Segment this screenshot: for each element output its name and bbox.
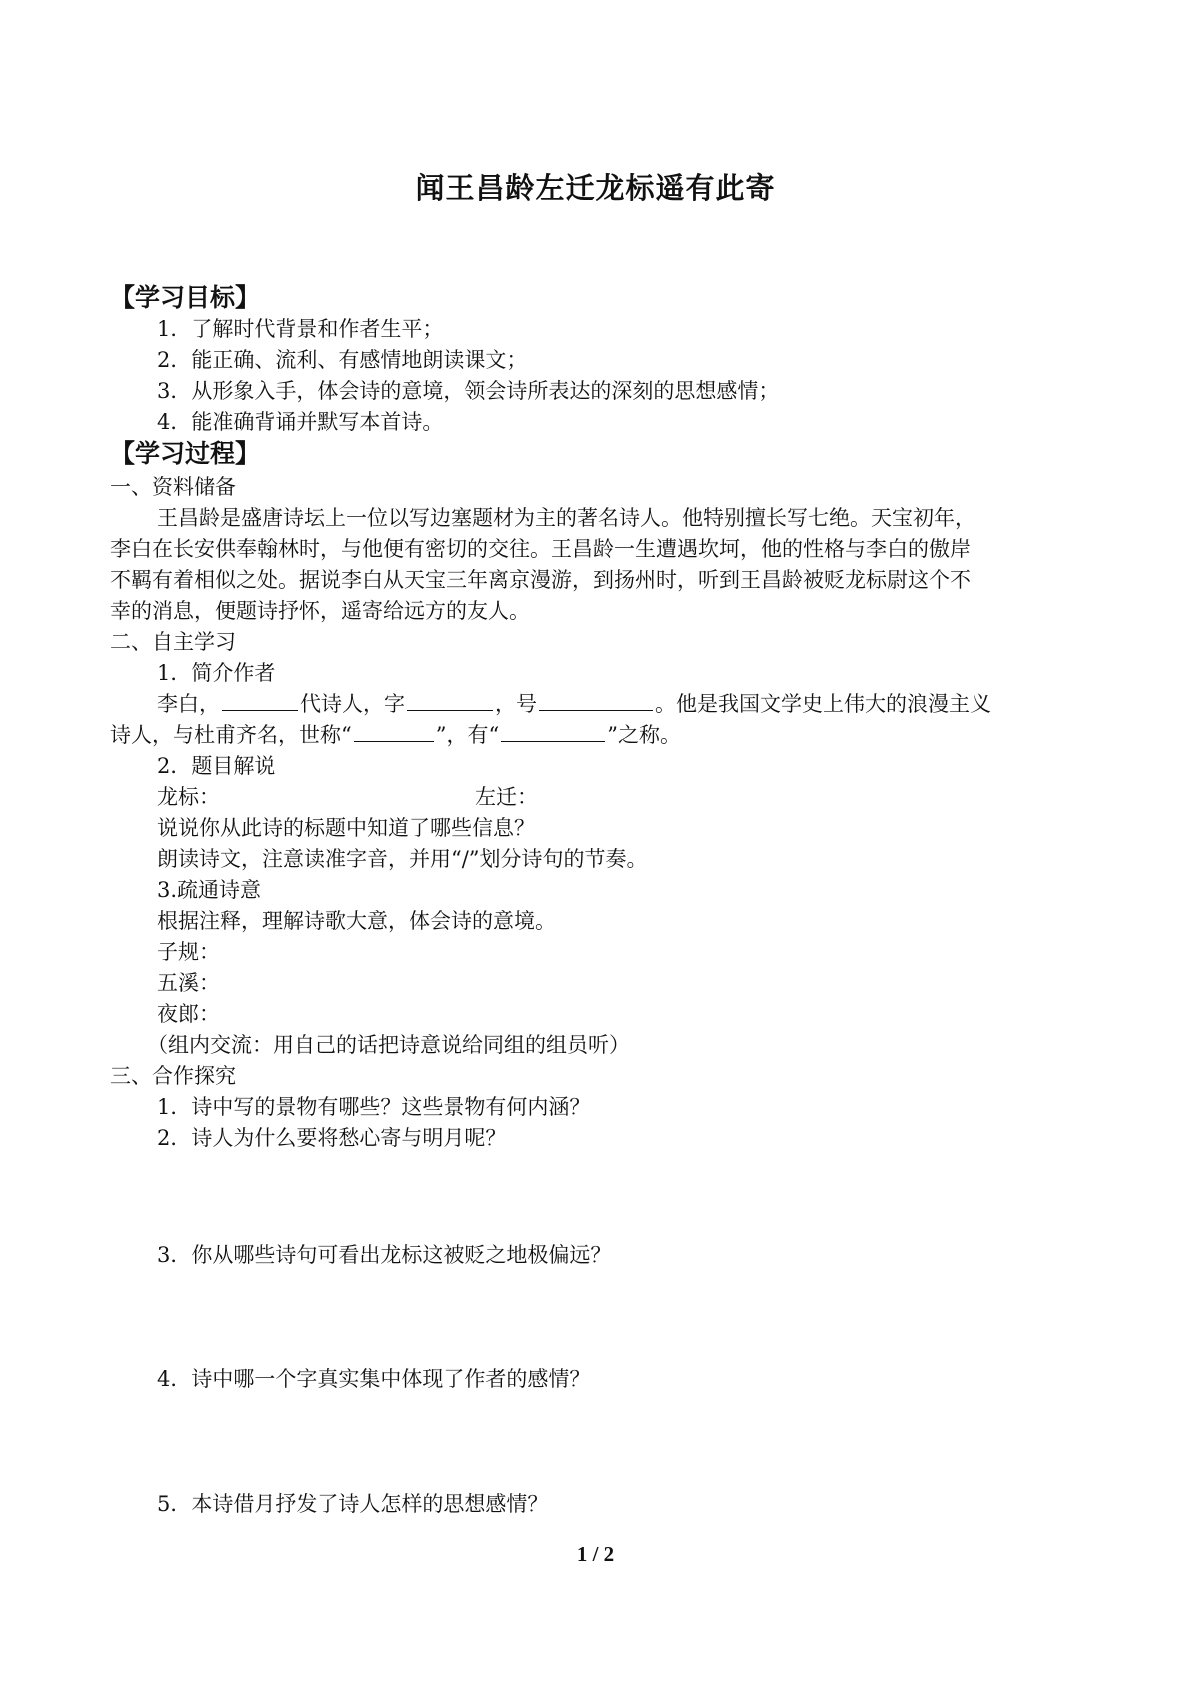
fill-blank-epithet[interactable] <box>501 721 605 742</box>
paragraph-line: 王昌龄是盛唐诗坛上一位以写边塞题材为主的著名诗人。他特别擅长写七绝。天宝初年， <box>157 506 976 530</box>
text-fragment: 代诗人，字 <box>300 692 405 716</box>
subsection-title: 2．题目解说 <box>157 754 276 778</box>
group-note: （组内交流：用自己的话把诗意说给同组的组员听） <box>147 1033 630 1057</box>
subsection-title: 3.疏通诗意 <box>157 878 262 902</box>
question-item: 1．诗中写的景物有哪些？这些景物有何内涵？ <box>157 1095 591 1119</box>
fill-blank-courtesy-name[interactable] <box>407 690 493 711</box>
text-fragment: ，号 <box>495 692 537 716</box>
fill-blank-dynasty[interactable] <box>222 690 298 711</box>
question-item: 2．诗人为什么要将愁心寄与明月呢？ <box>157 1126 507 1150</box>
question-item: 4．诗中哪一个字真实集中体现了作者的感情？ <box>157 1367 591 1391</box>
section-title: 三、合作探究 <box>110 1064 236 1088</box>
term-zuoqian: 左迁： <box>475 785 538 809</box>
goals-heading: 【学习目标】 <box>110 283 261 312</box>
process-heading: 【学习过程】 <box>110 439 261 468</box>
author-fill-line-1 <box>157 689 991 720</box>
text-fragment: 李白， <box>157 692 220 716</box>
fill-blank-title[interactable] <box>354 721 434 742</box>
goal-item: 4．能准确背诵并默写本首诗。 <box>157 410 444 434</box>
term-longbiao: 龙标： <box>157 785 220 809</box>
text-fragment: 。他是我国文学史上伟大的浪漫主义 <box>655 692 991 716</box>
question-text: 根据注释，理解诗歌大意，体会诗的意境。 <box>157 909 556 933</box>
text-fragment: 诗人，与杜甫齐名，世称“ <box>110 723 352 747</box>
goal-item: 3．从形象入手，体会诗的意境，领会诗所表达的深刻的思想感情； <box>157 379 780 403</box>
goal-item: 2．能正确、流利、有感情地朗读课文； <box>157 348 528 372</box>
section-title: 二、自主学习 <box>110 630 236 654</box>
question-item: 5．本诗借月抒发了诗人怎样的思想感情？ <box>157 1492 549 1516</box>
term-yelang: 夜郎： <box>157 1002 220 1026</box>
section-title: 一、资料储备 <box>110 475 236 499</box>
term-wuxi: 五溪： <box>157 971 220 995</box>
term-zigui: 子规： <box>157 940 220 964</box>
paragraph-line: 幸的消息，便题诗抒怀，遥寄给远方的友人。 <box>110 599 530 623</box>
paragraph-line: 不羁有着相似之处。据说李白从天宝三年离京漫游，到扬州时，听到王昌龄被贬龙标尉这个不 <box>110 568 971 592</box>
goal-item: 1．了解时代背景和作者生平； <box>157 317 444 341</box>
text-fragment: ”，有“ <box>435 723 500 747</box>
page-title: 闻王昌龄左迁龙标遥有此寄 <box>415 171 776 205</box>
paragraph-line: 李白在长安供奉翰林时，与他便有密切的交往。王昌龄一生遭遇坎坷，他的性格与李白的傲岸 <box>110 537 971 561</box>
author-fill-line-2 <box>110 720 681 751</box>
question-text: 朗读诗文，注意读准字音，并用“/”划分诗句的节奏。 <box>157 847 648 871</box>
text-fragment: ”之称。 <box>607 723 681 747</box>
question-text: 说说你从此诗的标题中知道了哪些信息？ <box>157 816 535 840</box>
subsection-title: 1．简介作者 <box>157 661 276 685</box>
page-number: 1 / 2 <box>576 1542 615 1566</box>
fill-blank-art-name[interactable] <box>539 690 653 711</box>
question-item: 3．你从哪些诗句可看出龙标这被贬之地极偏远？ <box>157 1243 612 1267</box>
